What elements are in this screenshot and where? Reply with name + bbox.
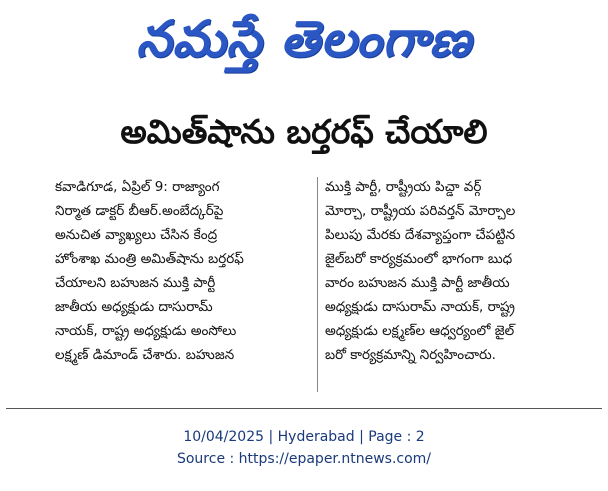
masthead-logo-text: నమస్తే తెలంగాణ [136,10,472,68]
article-line: లక్ష్మణ్ డిమాండ్ చేశారు. బహుజన [55,347,235,363]
article-line: అధ్యక్షుడు లక్ష్మణ్‌ల ఆధ్వర్యంలో జైల్ [325,323,515,339]
article-line: ముక్తి పార్టీ, రాష్ట్రీయ పిచ్డా వర్గ్ [325,179,482,195]
source-link[interactable]: Source : https://epaper.ntnews.com/ [176,451,432,467]
footer-separator [6,408,602,409]
article-line: మోర్చా, రాష్ట్రీయ పరివర్తన్ మోర్చాల [325,203,516,219]
column-divider [317,177,318,392]
newspaper-masthead [0,4,608,74]
article-line: నాయక్, రాష్ట్ర అధ్యక్షుడు అంసోలు [55,323,237,339]
article-line: నిర్మాత డాక్టర్ బీఆర్.అంబేద్కర్‌పై [55,203,224,219]
article-line: కవాడిగూడ, ఏప్రిల్ 9: రాజ్యాంగ [55,179,220,195]
article-line: జైల్‌బరో కార్యక్రమంలో భాగంగా బుధ [325,251,513,267]
article-column-left [55,175,310,405]
article-line: వారం బహుజన ముక్తి పార్టీ జాతీయ [325,275,510,291]
clipping-footer [0,426,608,470]
article-line: హోంశాఖ మంత్రి అమిత్‌షాను బర్తరఫ్ [55,251,244,267]
edition-info: 10/04/2025 | Hyderabad | Page : 2 [183,429,425,445]
article-line: చేయాలని బహుజన ముక్తి పార్టీ [55,275,216,291]
article-line: అధ్యక్షుడు దాసురామ్ నాయక్, రాష్ట్ర [325,299,515,315]
article-body [55,175,590,405]
article-line: బరో కార్యక్రమాన్ని నిర్వహించారు. [325,347,496,363]
article-line: పిలుపు మేరకు దేశవ్యాప్తంగా చేపట్టిన [325,227,516,243]
article-line: అనుచిత వ్యాఖ్యలు చేసిన కేంద్ర [55,227,218,243]
article-headline: అమిత్‌షాను బర్తరఫ్ చేయాలి [120,112,488,151]
article-column-right [325,175,580,405]
article-line: జాతీయ అధ్యక్షుడు దాసురామ్ [55,299,213,315]
